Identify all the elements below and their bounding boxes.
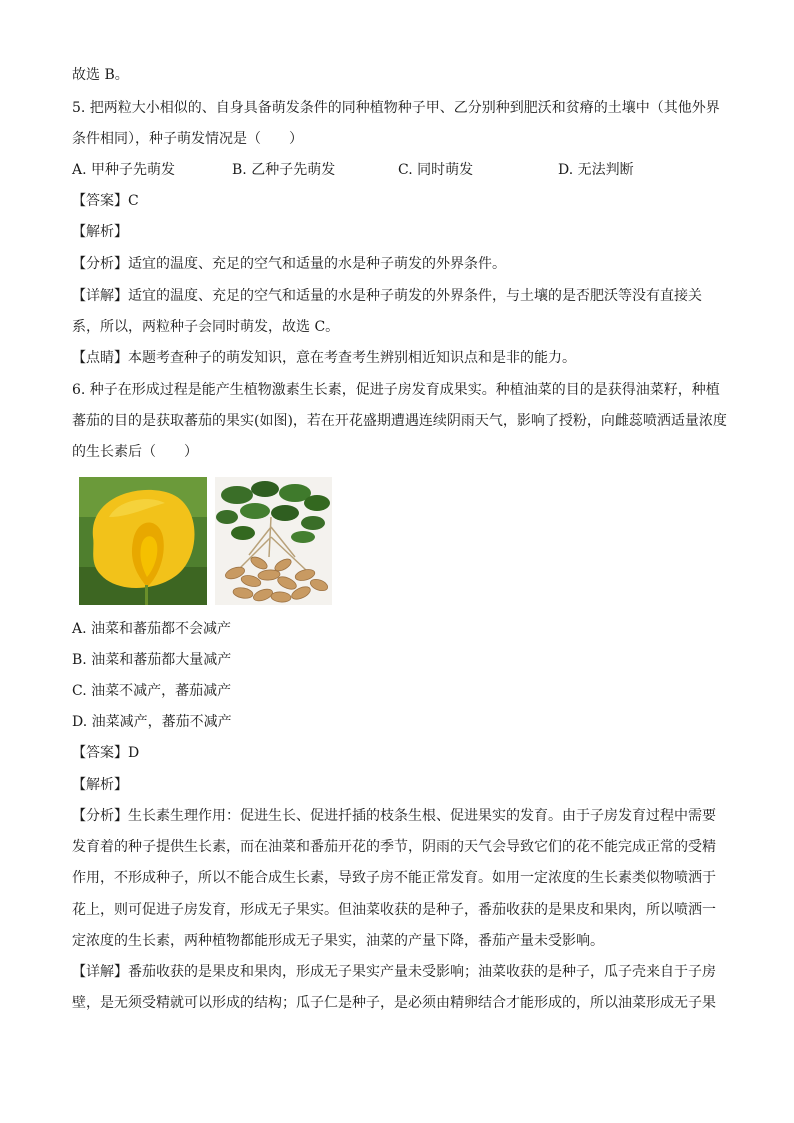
question-6-choice-b: B. 油菜和蕃茄都大量减产 (72, 652, 232, 668)
analysis-text-cont: 作用，不形成种子，所以不能合成生长素，导致子房不能正常发育。如用一定浓度的生长素类似物喷洒于 (72, 870, 716, 886)
analysis-text-cont: 发育着的种子提供生长素，而在油菜和番茄开花的季节，阴雨的天气会导致它们的花不能完成正常的受精 (72, 839, 716, 855)
figure-images (79, 477, 332, 605)
choice-c: C. 同时萌发 (398, 162, 474, 178)
analysis-text-cont: 定浓度的生长素，两种植物都能形成无子果实，油菜的产量下降，番茄产量未受影响。 (72, 933, 604, 949)
analysis-heading: 【解析】 (72, 224, 128, 240)
question-5-stem: 5. 把两粒大小相似的、自身具备萌发条件的同种植物种子甲、乙分别种到肥沃和贫瘠的土壤中（其他外界 (72, 100, 720, 116)
detail-text-cont: 系，所以，两粒种子会同时萌发，故选 C。 (72, 319, 340, 335)
detail-text: 【详解】适宜的温度、充足的空气和适量的水是种子萌发的外界条件，与土壤的是否肥沃等没有直接关 (72, 288, 702, 304)
analysis-heading: 【解析】 (72, 777, 128, 793)
comment-text: 【点睛】本题考查种子的萌发知识，意在考查考生辨别相近知识点和是非的能力。 (72, 350, 576, 366)
choice-d: D. 无法判断 (558, 162, 634, 178)
question-5-stem-cont: 条件相同），种子萌发情况是（ ） (72, 131, 303, 147)
analysis-text-cont: 花上，则可促进子房发育，形成无子果实。但油菜收获的是种子，番茄收获的是果皮和果肉，所以喷洒一 (72, 902, 716, 918)
answer-label: 【答案】C (72, 193, 139, 209)
peanut-plant-photo (215, 477, 332, 605)
question-6-choice-a: A. 油菜和蕃茄都不会减产 (72, 621, 232, 637)
question-6-stem-end: 的生长素后（ ） (72, 444, 198, 460)
analysis-text: 【分析】生长素生理作用：促进生长、促进扦插的枝条生根、促进果实的发育。由于子房发育过程中需要 (72, 808, 716, 824)
detail-text-cont: 壁，是无须受精就可以形成的结构；瓜子仁是种子，是必须由精卵结合才能形成的，所以油菜形成无子果 (72, 995, 716, 1011)
answer-label: 【答案】D (72, 745, 140, 761)
flower-photo (79, 477, 207, 605)
choice-b: B. 乙种子先萌发 (232, 162, 336, 178)
question-6-stem: 6. 种子在形成过程是能产生植物激素生长素，促进子房发育成果实。种植油菜的目的是获得油菜籽，种植 (72, 382, 720, 398)
question-6-choice-c: C. 油菜不减产，蕃茄减产 (72, 683, 232, 699)
detail-text: 【详解】番茄收获的是果皮和果肉，形成无子果实产量未受影响；油菜收获的是种子，瓜子壳来自于子房 (72, 964, 716, 980)
text-line: 故选 B。 (72, 67, 129, 83)
question-6-stem-cont: 蕃茄的目的是获取蕃茄的果实(如图)，若在开花盛期遭遇连续阴雨天气，影响了授粉，向雌蕊喷洒适量浓度 (72, 413, 727, 429)
choice-a: A. 甲种子先萌发 (72, 162, 176, 178)
analysis-text: 【分析】适宜的温度、充足的空气和适量的水是种子萌发的外界条件。 (72, 256, 506, 272)
question-6-choice-d: D. 油菜减产，蕃茄不减产 (72, 714, 232, 730)
